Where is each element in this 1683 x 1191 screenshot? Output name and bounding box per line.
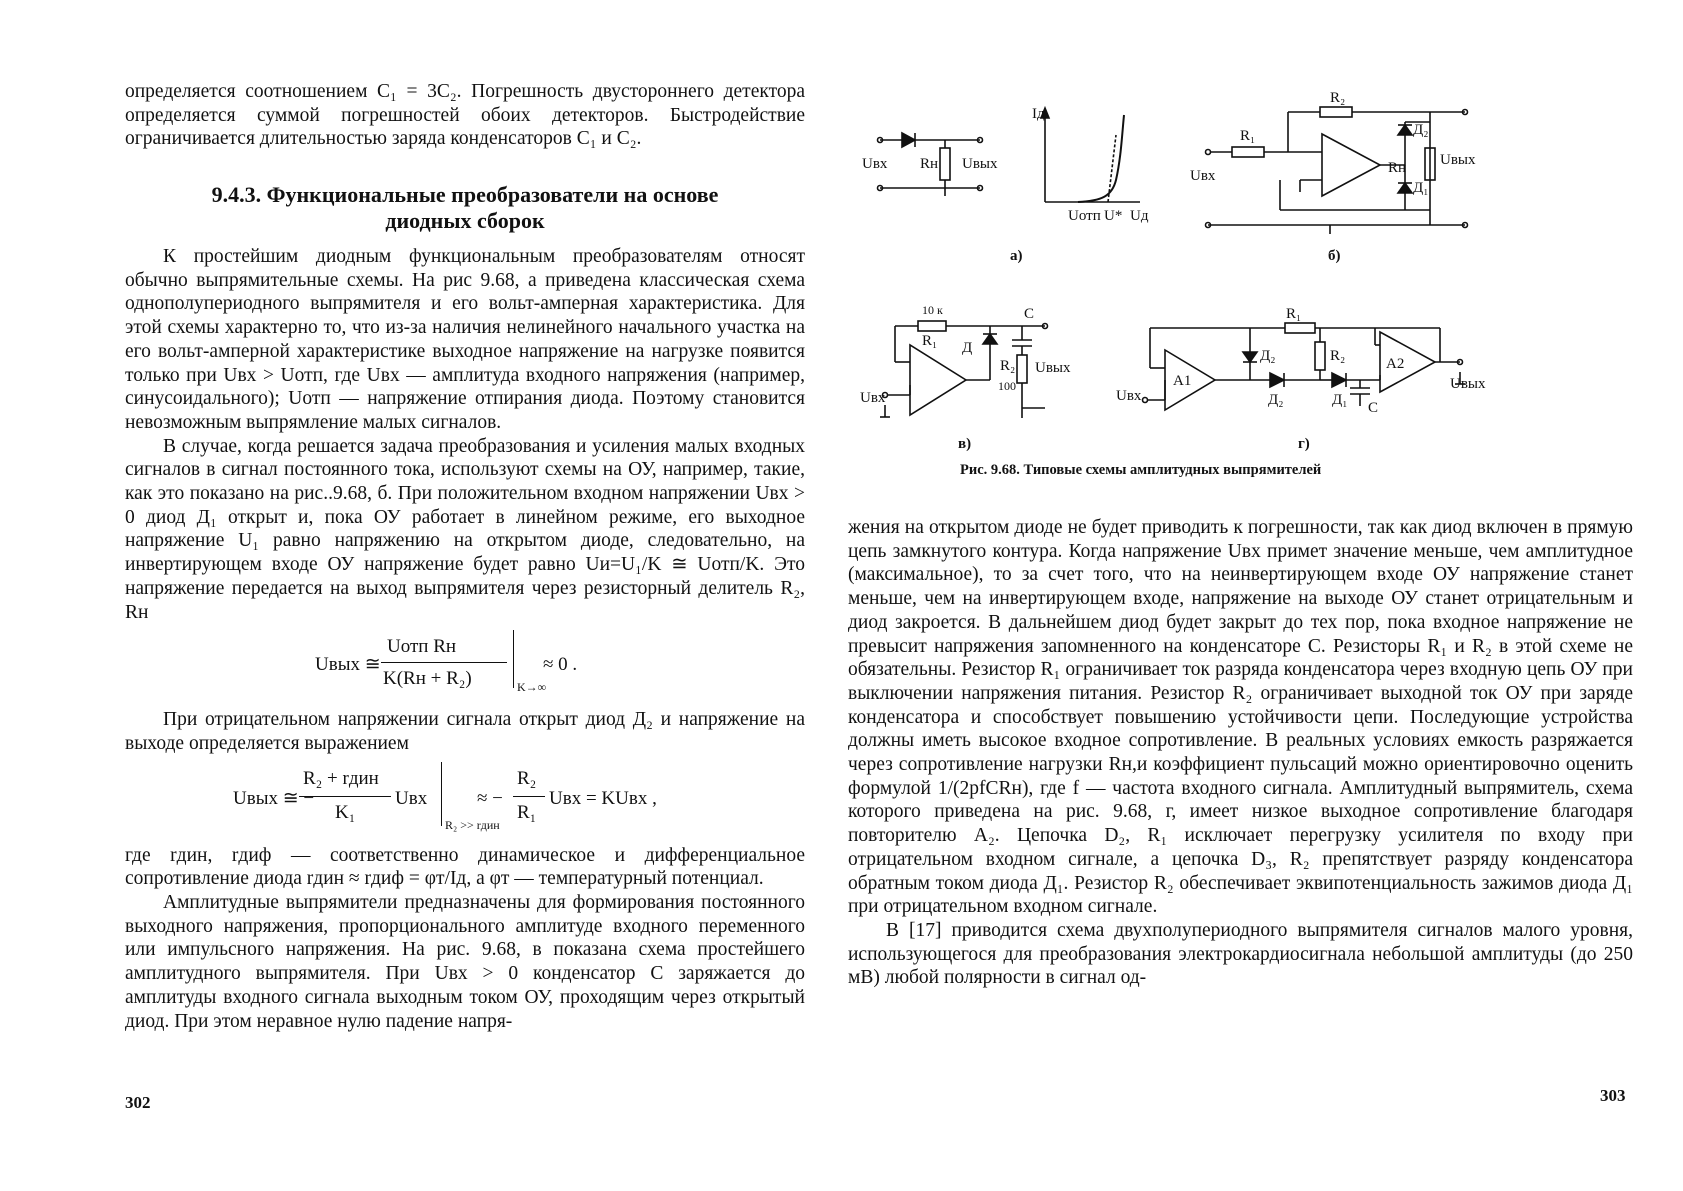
figure-9-68 — [840, 0, 1683, 480]
eq1-eval-bar — [513, 630, 514, 688]
equation-2 — [125, 760, 805, 840]
eq1-lhs: Uвых ≅ — [315, 654, 381, 676]
fig-b-d1: Д₁ — [1413, 180, 1429, 196]
left-page — [0, 0, 840, 1191]
eq2-rhs: Uвх = KUвх , — [549, 787, 657, 809]
fig-b-d2: Д₂ — [1413, 122, 1429, 138]
eq1-fraction-bar — [381, 662, 507, 663]
fig-a-uout: Uвых — [962, 156, 998, 172]
fig-d-c: C — [1368, 400, 1379, 416]
fig-c-r1: R₁ — [922, 333, 938, 349]
fig-d-a2: A2 — [1386, 356, 1405, 372]
fig-d-r2: R₂ — [1330, 348, 1346, 364]
eq2-mid: Uвх — [395, 787, 428, 809]
figure-drawing — [878, 107, 1468, 418]
fig-c-d: Д — [962, 340, 973, 356]
section-title-line1: 9.4.3. Функциональные преобразователи на основе — [211, 182, 719, 207]
eq2-denominator-1: K₁ — [335, 801, 356, 823]
paragraph-4: где rдин, rдиф — соответственно динамическое и дифференциальное сопротивление диода rдин ≈ rдиф = φт/Iд, а φт — температурный потенциал. — [125, 844, 805, 890]
fig-d-uin: Uвх — [1116, 388, 1142, 404]
fig-c-r2: R₂ — [1000, 358, 1016, 374]
eq2-eval-bar — [441, 762, 442, 826]
fig-c-c: C — [1024, 306, 1035, 322]
page-number-left: 302 — [125, 1093, 151, 1112]
fig-b-r1: R₁ — [1240, 128, 1256, 144]
iv-characteristic — [1041, 108, 1140, 202]
fig-b-rn: Rн — [1388, 160, 1407, 176]
right-page — [840, 0, 1683, 1191]
circuit-d — [1143, 323, 1466, 410]
eq2-lhs: Uвых ≅ − — [233, 787, 315, 809]
paragraph-3: При отрицательном напряжении сигнала открыт диод Д₂ и напряжение на выходе определяется выражением — [125, 709, 805, 754]
fig-a-ud: Uд — [1130, 208, 1149, 224]
paragraph-1: К простейшим диодным функциональным преобразователям относят обычно выпрямительные схемы. На рис 9.68, а приведена классическая схема однополупериодного выпрямителя и его вольт-амперная характеристика. Для этой схемы характерно то, что из-за наличия нелинейного начального участка на его вольт-амперной характеристике выходное напряжение на нагрузке появится только при Uвх > Uотп, где Uвх — амплитуда входного напряжения (например, синусоидального); Uотп — напряжение отпирания диода. Поэтому становится невозможным выпрямление малых сигналов. — [125, 246, 805, 433]
fig-b-uout: Uвых — [1440, 152, 1476, 168]
eq2-approx: ≈ − — [477, 787, 503, 809]
eq2-numerator-1: R₂ + rдин — [303, 767, 379, 789]
fig-a-uotp: Uотп — [1068, 208, 1101, 224]
fig-a-ig: Iд — [1032, 106, 1045, 122]
fig-b-uin: Uвх — [1190, 168, 1216, 184]
eq1-denominator: K(Rн + R₂) — [383, 668, 472, 690]
section-title-line2: диодных сборок — [385, 208, 545, 233]
fig-d-d2b: Д₂ — [1268, 392, 1284, 408]
eq2-condition: R₂ >> rдин — [445, 817, 500, 832]
fig-b-r2: R₂ — [1330, 90, 1346, 106]
right-text-block — [848, 516, 1633, 990]
paragraph-continued: жения на открытом диоде не будет приводить к погрешности, так как диод включен в прямую цепь замкнутого контура. Когда напряжение Uвх примет значение меньше, чем амплитудное (максимальное), то за счет того, что на неинвертирующем входе ОУ напряжение станет меньше, чем на инвертирующем входе, напряжение на выходе ОУ станет отрицательным и диод закроется. В дальнейшем диод будет закрыт до тех пор, пока входное напряжение не превысит напряжения запомненного на конденсаторе С. Резисторы R₁ и R₂ в этой схеме не обязательны. Резистор R₁ ограничивает ток разряда конденсатора через входную цепь ОУ при выключении напряжения питания. Резистор R₂ ограничивает выходной ток ОУ при заряде конденсатора и способствует повышению устойчивости цепи. Последующие устройства должны иметь высокое входное сопротивление. В реальных условиях емкость разряжается через сопротивление нагрузки Rн,и коэффициент пульсаций можно ориентировочно оценить формулой 1/(2pfCRн), где f — частота входного сигнала. Амплитудный выпрямитель, схема которого приведена на рис. 9.68, г, имеет низкое выходное сопротивление благодаря повторителю A₂. Цепочка D₂, R₁ исключает перегрузку усилителя по входу при отрицательном входном сигнале, а цепочка D₃, R₂ препятствует разряду конденсатора обратным током диода Д₁. Резистор R₂ обеспечивает эквипотенциальность зажимов диода Д₁ при отрицательном входном сигнале. — [848, 517, 1633, 918]
paragraph-reference: В [17] приводится схема двухполупериодного выпрямителя сигналов малого уровня, использующегося для преобразования электрокардиосигнала небольшой амплитуды (до 250 мВ) любой полярности в сигнал од- — [848, 919, 1633, 989]
fig-d-r1: R₁ — [1286, 306, 1302, 322]
paragraph-intro: определяется соотношением C₁ = 3C₂. Погрешность двустороннего детектора определяется суммой погрешностей обоих детекторов. Быстродействие ограничивается длительностью заряда конденсаторов C₁ и C₂. — [125, 81, 805, 150]
subfig-label-a: а) — [1010, 248, 1023, 264]
fig-a-rn: Rн — [920, 156, 939, 172]
subfig-label-d: г) — [1298, 436, 1310, 452]
paragraph-5: Амплитудные выпрямители предназначены для формирования постоянного выходного напряжения, пропорционального амплитуде входного переменного или импульсного напряжения. На рис. 9.68, в показана схема простейшего амплитудного выпрямителя. При Uвх > 0 конденсатор С заряжается до амплитуды входного сигнала выходным током ОУ, проходящим через открытый диод. При этом неравное нулю падение напря- — [125, 892, 805, 1032]
fig-d-d2a: Д₂ — [1260, 348, 1276, 364]
fig-c-r10k: 10 к — [922, 303, 943, 317]
subfig-label-b: б) — [1328, 248, 1341, 264]
eq2-fraction-bar-2 — [513, 796, 545, 797]
fig-a-uin: Uвх — [862, 156, 888, 172]
eq1-numerator: Uотп Rн — [387, 636, 457, 658]
fig-c-uin: Uвх — [860, 390, 886, 406]
figure-labels — [860, 90, 1486, 416]
fig-d-d1: Д₁ — [1332, 392, 1348, 408]
eq2-denominator-2: R₁ — [517, 801, 537, 823]
subfig-label-c: в) — [958, 436, 972, 452]
figure-caption: Рис. 9.68. Типовые схемы амплитудных выпрямителей — [960, 462, 1322, 478]
page-number-right: 303 — [1600, 1086, 1626, 1105]
left-intro-block — [125, 80, 805, 151]
eq1-rhs: ≈ 0 . — [543, 654, 578, 676]
eq2-numerator-2: R₂ — [517, 767, 537, 789]
fig-c-r100: 100 — [998, 379, 1016, 393]
eq1-condition: K→∞ — [517, 680, 547, 695]
fig-d-a1: A1 — [1173, 373, 1192, 389]
section-heading — [125, 182, 805, 234]
paragraph-2: В случае, когда решается задача преобразования и усиления малых входных сигналов в сигнал постоянного тока, используют схемы на ОУ, например, такие, как это показано на рис..9.68, б. При положительном входном напряжении Uвх > 0 диод Д₁ открыт и, пока ОУ работает в линейном режиме, его выходное напряжение U₁ равно напряжению на открытом диоде, следовательно, на инвертирующем входе ОУ напряжение будет равно Uи=U₁/K ≅ Uотп/K. Это напряжение передается на выход выпрямителя через резисторный делитель R₂, Rн — [125, 435, 805, 623]
fig-d-uout: Uвых — [1450, 376, 1486, 392]
circuit-c — [880, 321, 1048, 418]
left-main-block — [125, 245, 805, 1033]
equation-1 — [125, 628, 805, 704]
fig-c-uout: Uвых — [1035, 360, 1071, 376]
eq2-fraction-bar-1 — [299, 796, 391, 797]
fig-a-ustar: U* — [1104, 208, 1123, 224]
